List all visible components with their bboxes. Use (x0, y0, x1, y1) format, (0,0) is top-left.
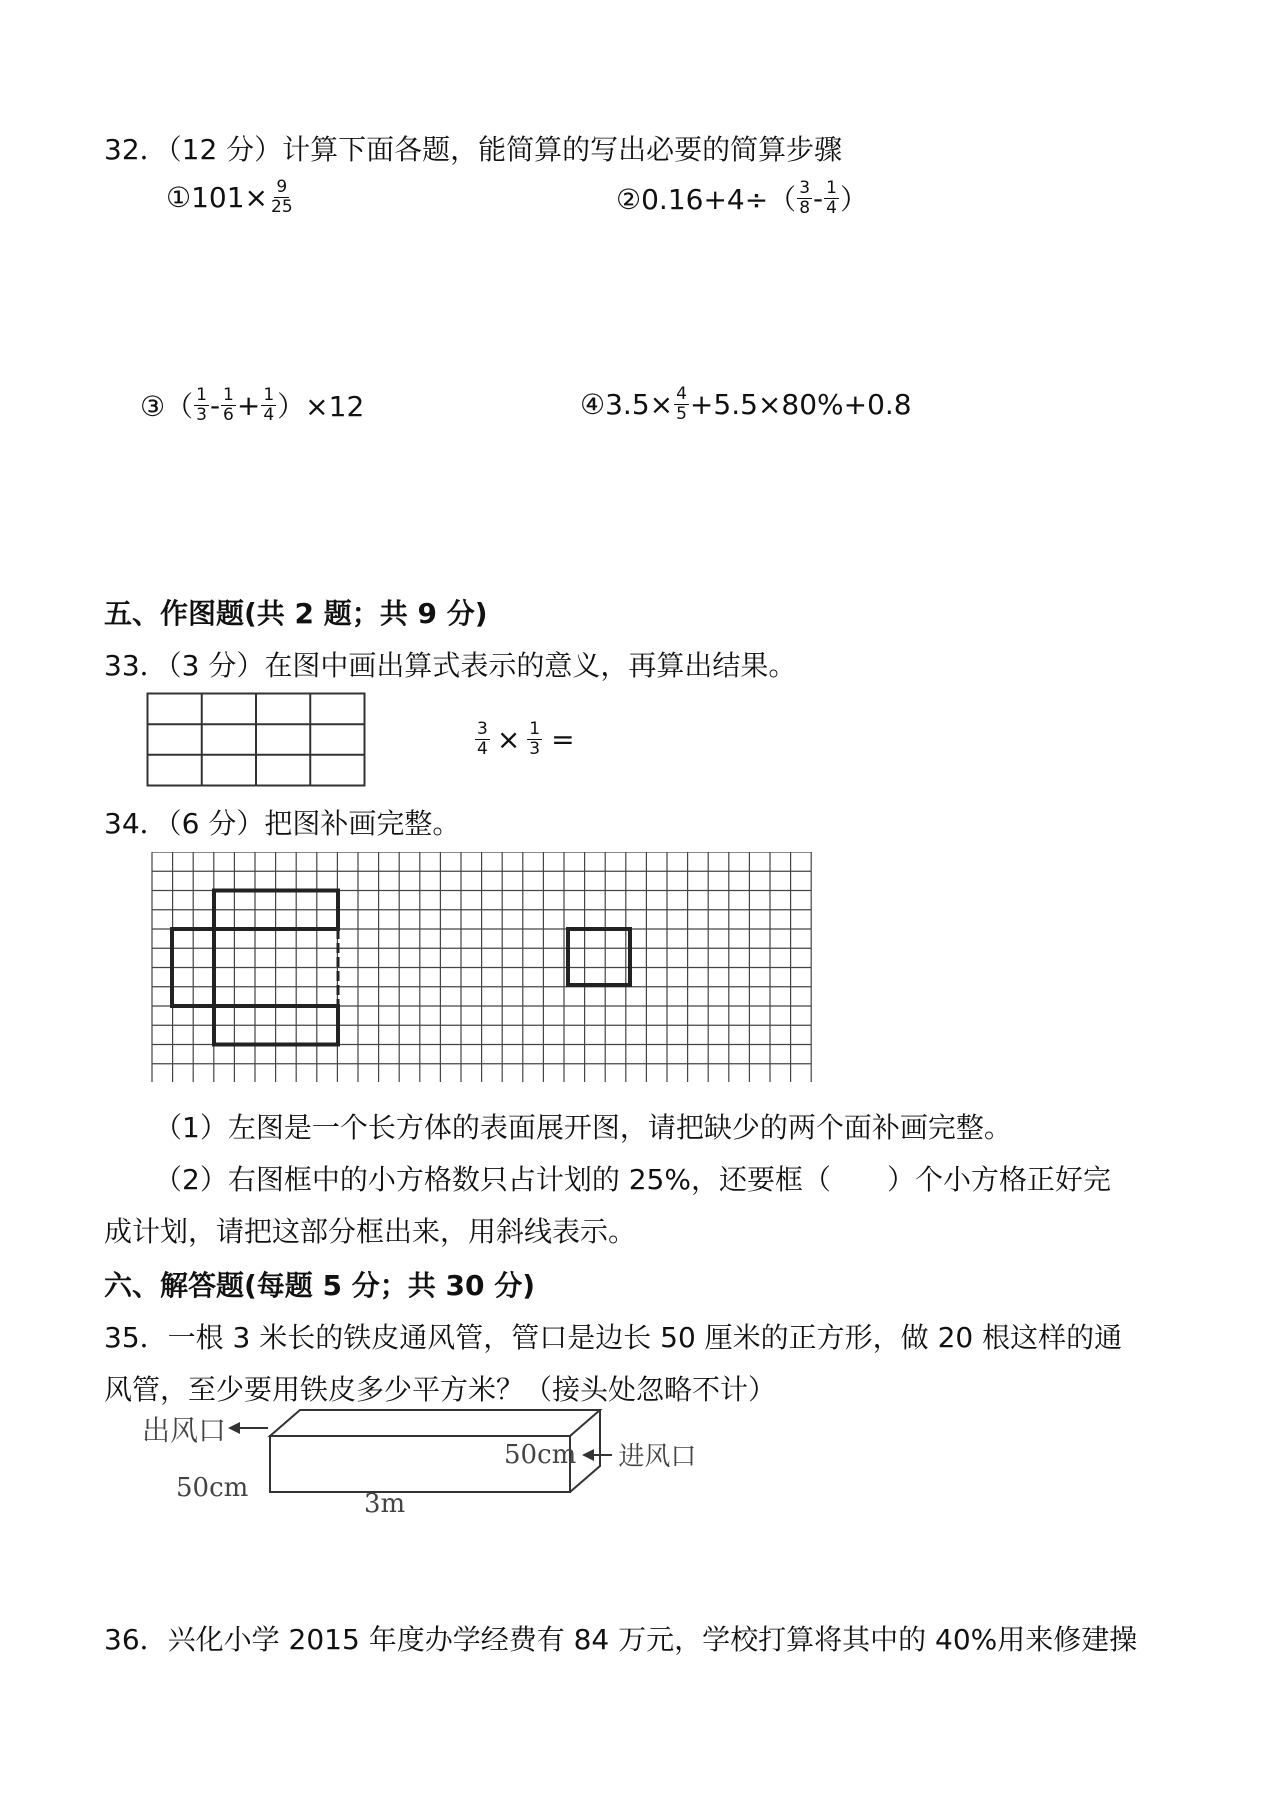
numerator: 1 (223, 384, 234, 405)
fraction (824, 179, 839, 218)
denominator: 4 (826, 197, 837, 218)
expr-4-prefix: ④3.5× (580, 388, 674, 421)
q33-grid-rectangle (146, 692, 368, 788)
times-sign: × (496, 723, 521, 756)
fraction (221, 386, 236, 425)
q35-line1: 35．一根 3 米长的铁皮通风管，管口是边长 50 厘米的正方形，做 20 根这样的通 (104, 1321, 1123, 1354)
left-arrow-icon (582, 1448, 612, 1462)
q32-title: 32．（12 分）计算下面各题，能简算的写出必要的简算步骤 (104, 133, 843, 166)
fraction (527, 720, 542, 759)
equals-sign: = (551, 723, 575, 756)
outlet-label: 出风口 (142, 1414, 227, 1447)
q34-sub2-line1: （2）右图框中的小方格数只占计划的 25%，还要框（ ）个小方格正好完 (154, 1163, 1111, 1196)
numerator: 3 (799, 177, 811, 198)
numerator: 1 (826, 177, 837, 198)
section-5-heading: 五、作图题(共 2 题；共 9 分) (104, 597, 488, 630)
framed-squares (568, 929, 630, 985)
operator: + (236, 388, 261, 422)
numerator: 9 (276, 177, 288, 197)
operator: - (813, 181, 824, 215)
expr-3-prefix: ③（ (140, 390, 194, 423)
denominator: 3 (529, 739, 541, 759)
denominator: 5 (676, 404, 687, 424)
section-6-heading: 六、解答题(每题 5 分；共 30 分) (104, 1269, 536, 1302)
q33-title: 33．（3 分）在图中画出算式表示的意义，再算出结果。 (104, 649, 797, 682)
numerator: 1 (263, 384, 275, 405)
q33-expression (474, 720, 575, 759)
numerator: 3 (477, 719, 488, 739)
q32-expr-4 (580, 385, 912, 424)
inlet-side-label: 50cm (504, 1439, 577, 1470)
inlet-label: 进风口 (618, 1442, 697, 1472)
fraction (269, 178, 295, 217)
denominator: 4 (477, 739, 488, 759)
q34-title: 34．（6 分）把图补画完整。 (104, 807, 461, 840)
fraction (475, 720, 490, 759)
inlet-annotation (504, 1436, 696, 1473)
fraction (194, 386, 209, 425)
expr-2-prefix: ②0.16+4÷（ (616, 183, 797, 216)
q36-line1: 36．兴化小学 2015 年度办学经费有 84 万元，学校打算将其中的 40%用来修建操 (104, 1623, 1138, 1656)
length-label: 3m (364, 1489, 406, 1514)
q34-sub2-line2: 成计划，请把这部分框出来，用斜线表示。 (104, 1215, 637, 1248)
operator: - (209, 388, 221, 422)
q35-line2: 风管，至少要用铁皮多少平方米？（接头处忽略不计） (104, 1373, 777, 1406)
denominator: 8 (799, 197, 811, 218)
fraction (261, 386, 276, 425)
q32-expr-3 (140, 385, 364, 425)
denominator: 4 (263, 404, 275, 425)
fraction (797, 179, 812, 218)
q32-expr-1 (166, 178, 296, 217)
q34-sub1: （1）左图是一个长方体的表面展开图，请把缺少的两个面补画完整。 (154, 1111, 1012, 1144)
denominator: 6 (223, 404, 234, 425)
numerator: 1 (196, 384, 207, 405)
denominator: 3 (196, 404, 207, 425)
numerator: 1 (529, 719, 541, 739)
denominator: 25 (271, 197, 293, 217)
fraction (674, 385, 689, 424)
q32-expr-2 (616, 178, 868, 218)
side-bottom-label: 50cm (176, 1473, 249, 1503)
q34-square-grid (150, 852, 820, 1082)
expr-3-suffix: ）×12 (277, 390, 365, 423)
expr-1-prefix: ①101× (166, 181, 269, 214)
grid-lines (152, 852, 811, 1082)
numerator: 4 (676, 384, 687, 404)
expr-4-suffix: +5.5×80%+0.8 (689, 388, 912, 421)
expr-2-suffix: ） (839, 183, 868, 216)
